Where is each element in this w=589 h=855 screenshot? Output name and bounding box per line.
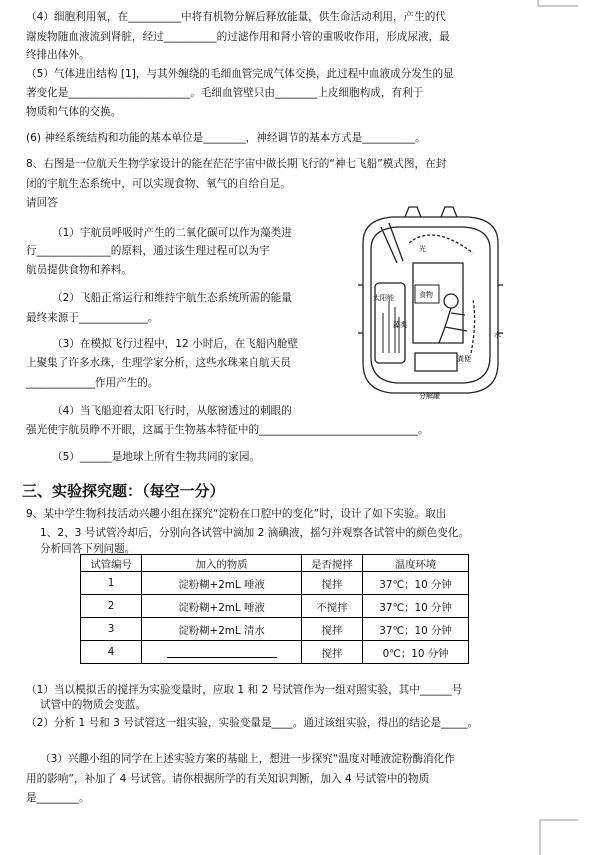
q5-line-3: 物质和气体的交换。 <box>26 106 122 118</box>
q8-3-line-1: （3）在模拟飞行过程中，12 小时后，在飞船内舱壁 <box>52 338 299 350</box>
table-cell: 2 <box>81 595 142 618</box>
q8-prompt: 请回答 <box>26 197 58 209</box>
q8-4-line-2: 强光使宇航员睁不开眼，这属于生物基本特征中的______________________________。 <box>26 424 429 436</box>
table-row <box>81 641 469 664</box>
q8-1-line-1: （1）宇航员呼吸时产生的二氧化碳可以作为藻类进 <box>52 227 292 239</box>
table-cell: 淀粉糊+2mL 唾液 <box>142 595 302 618</box>
table-cell: 4 <box>81 641 142 664</box>
experiment-table <box>80 554 469 664</box>
q8-2-line-2: 最终来源于_____________。 <box>26 312 159 324</box>
q4-line-3: 终排出体外。 <box>26 49 90 61</box>
table-header: 是否搅拌 <box>301 555 362 572</box>
table-cell: 不搅拌 <box>301 595 362 618</box>
q9-3-line-2: 用的影响”，补加了 4 号试管。请你根据所学的有关知识判断，加入 4 号试管中的物质 <box>26 773 430 785</box>
table-row <box>81 618 469 641</box>
table-header: 加入的物质 <box>142 555 302 572</box>
q9-2-line: （2）分析 1 号和 3 号试管这一组实验，实验变量是____。通过该组实验，得出的结论是_____。 <box>26 717 479 729</box>
q9-line-2: 1、2、3 号试管冷却后，分别向各试管中滴加 2 滴碘液，摇匀并观察各试管中的颜色变化。 <box>40 527 470 539</box>
table-header: 试管编号 <box>81 555 142 572</box>
q9-3-line-1: （3）兴趣小组的同学在上述实验方案的基础上，想进一步探究“温度对唾液淀粉酶消化作 <box>40 753 455 765</box>
table-cell: 3 <box>81 618 142 641</box>
label-light: 光 <box>419 245 426 253</box>
q4-line-1: （4）细胞利用氧，在__________中将有机物分解后释放能量，供生命活动利用，产生的代 <box>26 11 446 23</box>
q4-line-2: 谢废物随血液流到肾脏，经过__________的过滤作用和肾小管的重吸收作用，形成尿液，最 <box>26 31 450 43</box>
q8-2-line-1: （2）飞船正常运行和维持宇航生态系统所需的能量 <box>52 292 292 304</box>
table-cell: 搅拌 <box>301 618 362 641</box>
table-cell: 搅拌 <box>301 641 362 664</box>
table-cell: 37℃；10 分钟 <box>363 618 469 641</box>
q8-3-line-3: _____________作用产生的。 <box>26 377 159 389</box>
q9-1-line-2: 试管中的物质会变蓝。 <box>40 699 146 711</box>
q8-intro-line-2: 闭的宇航生态系统中，可以实现食物、氧气的自给自足。 <box>26 178 291 190</box>
q6-line: (6) 神经系统结构和功能的基本单位是________，神经调节的基本方式是__________。 <box>26 132 426 144</box>
table-row <box>81 595 469 618</box>
table-cell: 37℃；10 分钟 <box>363 572 469 595</box>
label-algae: 藻类 <box>393 321 407 329</box>
q5-line-2: 著变化是_______________________。毛细血管壁只由________上皮细胞构成，有利于 <box>26 87 424 99</box>
q8-intro-line-1: 8、右图是一位航天生物学家设计的能在茫茫宇宙中做长期飞行的“神七飞船”模式图，在封 <box>26 158 447 170</box>
label-feces: 粪便 <box>457 355 471 363</box>
table-cell: 0℃；10 分钟 <box>363 641 469 664</box>
table-cell: 搅拌 <box>301 572 362 595</box>
table-cell: 1 <box>81 572 142 595</box>
section-title: 三、实验探究题：（每空一分） <box>22 482 225 500</box>
table-row <box>81 572 469 595</box>
spaceship-diagram <box>353 203 508 403</box>
q9-3-line-3: 是________。 <box>26 792 90 804</box>
answer-blank[interactable] <box>167 646 277 658</box>
q9-line-1: 9、某中学生物科技活动兴趣小组在探究“淀粉在口腔中的变化”时，设计了如下实验。取出 <box>26 508 447 520</box>
q8-1-line-2: 行______________的原料，通过该生理过程可以为宇 <box>26 245 270 257</box>
table-header-row <box>81 555 469 572</box>
label-decomposer: 分解罐 <box>419 392 440 400</box>
label-water: 水 <box>494 331 501 339</box>
q8-5-line: （5）______是地球上所有生物共同的家园。 <box>52 451 261 463</box>
table-cell: 37℃；10 分钟 <box>363 595 469 618</box>
label-food: 食物 <box>419 291 433 299</box>
table-cell-blank <box>142 641 302 664</box>
table-cell: 淀粉糊+2mL 清水 <box>142 618 302 641</box>
table-cell: 淀粉糊+2mL 唾液 <box>142 572 302 595</box>
q8-1-line-3: 航员提供食物和养料。 <box>26 264 132 276</box>
table-header: 温度环境 <box>363 555 469 572</box>
q9-1-line-1: （1）当以模拟舌的搅拌为实验变量时，应取 1 和 2 号试管作为一组对照实验，其中______号 <box>26 684 463 696</box>
q8-4-line-1: （4）当飞船迎着太阳飞行时，从舷窗透过的刺眼的 <box>52 405 292 417</box>
label-sun: 太阳能 <box>373 294 394 302</box>
q9-line-3: 分析回答下列问题。 <box>40 543 136 555</box>
q8-3-line-2: 上聚集了许多水珠，生理学家分析，这些水珠来自航天员 <box>26 357 291 369</box>
q5-line-1: （5）气体进出结构 [1]，与其外缠绕的毛细血管完成气体交换，此过程中血液成分发生的显 <box>26 68 454 80</box>
